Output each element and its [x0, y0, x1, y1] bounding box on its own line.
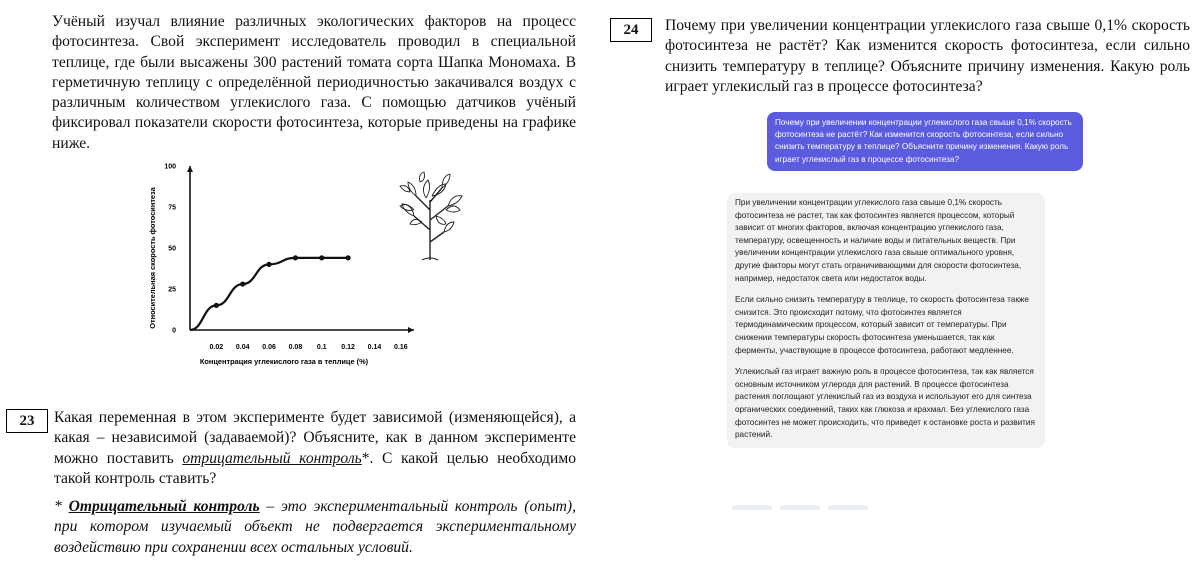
- data-point: [266, 262, 271, 267]
- x-tick-label: 0.08: [288, 344, 303, 351]
- chart-axes: [187, 166, 414, 333]
- y-tick-label: 25: [168, 286, 176, 294]
- y-tick-label: 75: [168, 204, 176, 212]
- note-definition: – это экспериментальный контроль (опыт), при котором изучаемый объект не подвергается экспериментальному воздействию при сохранении всех остальных условий.: [54, 498, 576, 556]
- user-message-bubble: Почему при увеличении концентрации углекислого газа свыше 0,1% скорость фотосинтеза не растёт? Как изменится скорость фотосинтеза, если сильно снизить температуру в теплице? Объясните причину изменения. Какую роль играет углекислый газ в процессе фотосинтеза?: [767, 112, 1083, 171]
- x-tick-label: 0.04: [235, 344, 250, 351]
- q23-text-part2: *. С какой целью необходимо такой контроль ставить?: [54, 449, 576, 487]
- assistant-paragraph-1: При увеличении концентрации углекислого газа свыше 0,1% скорость фотосинтеза не растет, так как фотосинтез является процессом, который зависит от многих факторов, включая концентрацию углекислого газа, температуру, освещенность и наличие воды и питательных веществ. При увеличении концентрации углекислого газа свыше оптимального уровня, другие факторы могут стать ограничивающими для скорости фотосинтеза, например, недостаток света или недостаток воды.: [735, 198, 1022, 283]
- note-term: Отрицательный контроль: [68, 498, 260, 515]
- x-tick-label: 0.12: [341, 344, 355, 351]
- suggestion-chip[interactable]: [732, 505, 772, 510]
- x-tick-label: 0.16: [394, 344, 408, 351]
- x-tick-label: 0.02: [209, 344, 224, 351]
- y-axis-label: Относительная скорость фотосинтеза: [148, 187, 157, 329]
- x-axis-arrow: [408, 327, 414, 333]
- note-star: *: [54, 498, 69, 515]
- suggestion-chip[interactable]: [828, 505, 868, 510]
- suggestion-chips: [732, 497, 876, 503]
- assistant-paragraph-3: Углекислый газ играет важную роль в процессе фотосинтеза, так как является основным источником углерода для растений. В процессе фотосинтеза растения поглощают углекислый газ из воздуха и используют его для синтеза органических соединений, таких как глюкоза и крахмал. Без углекислого газа фотосинтез не может происходить, что приведет к остановке роста и развития растений.: [735, 367, 1035, 440]
- data-point: [293, 255, 298, 260]
- question-24-number: 24: [610, 18, 652, 42]
- x-tick-label: 0.1: [316, 344, 327, 351]
- q23-negative-control-term: отрицательный контроль: [182, 449, 362, 467]
- y-axis-arrow: [187, 166, 193, 172]
- tomato-plant-icon: [396, 170, 464, 267]
- data-point: [319, 255, 324, 260]
- series-line: [190, 258, 348, 330]
- data-point: [346, 255, 351, 260]
- x-tick-label: 0.06: [262, 344, 276, 351]
- assistant-message-bubble: [727, 193, 1045, 448]
- question-24-text: Почему при увеличении концентрации углекислого газа свыше 0,1% скорость фотосинтеза не растёт? Как изменится скорость фотосинтеза, если сильно снизить температуру в теплице? Объясните причину изменения. Какую роль играет углекислый газ в процессе фотосинтеза?: [665, 17, 1190, 95]
- assistant-paragraph-2: Если сильно снизить температуру в теплице, то скорость фотосинтеза также снизится. Это происходит потому, что фотосинтез является термодинамическим процессом, который зависит от температуры. При снижении температуры скорость фотосинтеза уменьшается, так как ферменты, участвующие в процессе фотосинтеза, работают медленнее.: [735, 295, 1029, 355]
- data-point: [214, 303, 219, 308]
- y-tick-label: 0: [172, 327, 176, 335]
- task-intro: Учёный изучал влияние различных экологических факторов на процесс фотосинтеза. Свой эксперимент исследователь проводил в специальной теплице, где были высажены 300 растений томата сорта Шапка Мономаха. В герметичную теплицу с определённой периодичностью закачивался воздух с различным количеством углекислого газа. С помощью датчиков учёный фиксировал показатели скорости фотосинтеза, которые приведены на графике ниже.: [52, 13, 576, 152]
- q23-text-part1: Какая переменная в этом эксперименте будет зависимой (изменяющейся), а какая – независимой (задаваемой)? Объясните, как в данном эксперименте можно поставить: [54, 409, 576, 467]
- question-23-number: 23: [6, 409, 48, 433]
- y-tick-label: 50: [168, 245, 176, 253]
- negative-control-note: [54, 497, 576, 558]
- y-tick-label: 100: [164, 163, 176, 171]
- x-axis-label: Концентрация углекислого газа в теплице (%): [199, 357, 369, 366]
- suggestion-chip[interactable]: [780, 505, 820, 510]
- x-tick-label: 0.14: [367, 344, 382, 351]
- data-point: [240, 281, 245, 286]
- question-23-text: [54, 408, 576, 489]
